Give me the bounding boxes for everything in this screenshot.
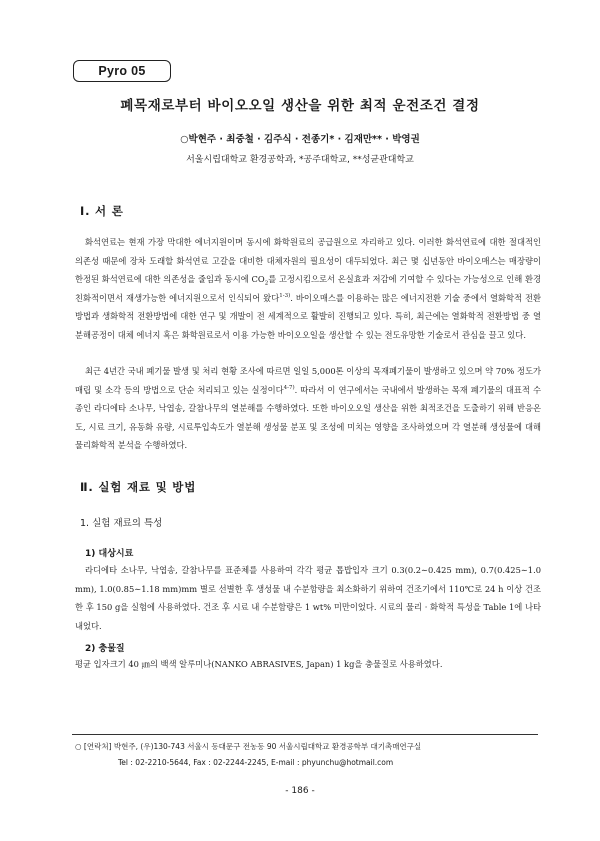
introduction-paragraph-2 bbox=[75, 362, 541, 455]
intro-p2-citation: 4-7) bbox=[283, 384, 295, 391]
intro-p1-text-c: . 바이오매스를 이용하는 많은 에너지전환 기술 중에서 열화학적 전환방법과 생화학적 전환방법에 대한 연구 및 개발이 전 세계적으로 활발히 진행되고 있다. 특히, 최근에는 열화학적 전환방법 중 열분해공정이 대체 에너지 혹은 화학원료로서 이용 가능한 바이오오일을 생산할 수 있는 전도유망한 기술로서 관심을 끌고 있다. bbox=[75, 292, 541, 340]
intro-p1-text-b: 를 고정시킴으로서 온실효과 저감에 기여할 수 있다는 가능성으로 인해 환경친화적이면서 재생가능한 에너지원으로서 인식되어 왔다 bbox=[75, 274, 541, 303]
intro-p2-text-b: . 따라서 이 연구에서는 국내에서 발생하는 목재 폐기물의 대표적 수종인 라디에타 소나무, 낙엽송, 갈참나무의 열분해를 수행하였다. 또한 바이오오일 생산을 위한 최적조건을 도출하기 위해 반응온도, 시료 크기, 유동화 유량, 시료투입속도가 열분해 생성물 분포 및 조성에 미치는 영향을 조사하였으며 각 열분해 생성물에 대해 물리화학적 분석을 수행하였다. bbox=[75, 384, 541, 451]
footnote-contact: ○ [연락처] 박현주, (우)130-743 서울시 동대문구 전농동 90 서울시립대학교 환경공학부 대기촉매연구실 bbox=[75, 742, 422, 751]
intro-p1-citation: 1-3) bbox=[279, 293, 291, 300]
intro-p1-text-a: 화석연료는 현재 가장 막대한 에너지원이며 동시에 화학원료의 공급원으로 자리하고 있다. 이러한 화석연료에 대한 절대적인 의존성 때문에 장차 도래할 화석연료 고갈을 대비한 대체자원의 필요성이 대두되었다. 최근 몇 십년동안 바이오매스는 매장량이 한정된 화석연료에 대한 의존성을 줄임과 동시에 CO bbox=[75, 237, 541, 285]
section-heading-introduction: Ⅰ. 서 론 bbox=[80, 204, 124, 218]
session-label: Pyro 05 bbox=[73, 60, 171, 82]
author-list: ○박현주 · 최중철 · 김주식 · 전종기* · 김재만** · 박영권 bbox=[180, 134, 420, 145]
bed-material-paragraph bbox=[75, 655, 541, 674]
section-heading-methods: Ⅱ. 실험 재료 및 방법 bbox=[80, 480, 197, 494]
intro-p1-subscript: 2 bbox=[264, 280, 269, 287]
footnote-divider bbox=[72, 734, 538, 735]
intro-p2-text-a: 최근 4년간 국내 폐기물 발생 및 처리 현황 조사에 따르면 일일 5,000톤 이상의 목재폐기물이 발생하고 있으며 약 70% 정도가 매립 및 소각 등의 방법으로 단순 처리되고 있는 실정이다 bbox=[75, 366, 541, 395]
subsection-heading-materials: 1. 실험 재료의 특성 bbox=[80, 518, 163, 529]
item-heading-bed-material: 2) 충물질 bbox=[85, 644, 125, 654]
footnote-tel-email: Tel : 02-2210-5644, Fax : 02-2244-2245, E-mail : phyunchu@hotmail.com bbox=[118, 758, 394, 767]
introduction-paragraph-1 bbox=[75, 233, 541, 345]
samples-text: 라디에타 소나무, 낙엽송, 갈참나무를 표준체를 사용하여 각각 평균 톱밥입자 크기 0.3(0.2∼0.425 mm), 0.7(0.425∼1.0 mm), 1.0(0.85∼1.18 mm)mm 별로 선별한 후 생성물 내 수분함량을 최소화하기 위하여 건조기에서 110℃로 24 h 이상 건조한 후 150 g을 실험에 사용하였다. 건조 후 시료 내 수분함량은 1 wt% 미만이었다. 시료의 물리 · 화학적 특성을 Table 1에 나타내었다. bbox=[75, 565, 541, 631]
page-number: - 186 - bbox=[285, 786, 315, 796]
samples-paragraph bbox=[75, 561, 541, 635]
affiliations: 서울시립대학교 환경공학과, *공주대학교, **성균관대학교 bbox=[186, 155, 414, 165]
page-title: 폐목재로부터 바이오오일 생산을 위한 최적 운전조건 결정 bbox=[120, 98, 480, 114]
bed-material-text: 평균 입자크기 40 ㎛의 백색 알루미나(NANKO ABRASIVES, Japan) 1 kg을 충물질로 사용하였다. bbox=[75, 659, 443, 669]
item-heading-samples: 1) 대상시료 bbox=[85, 549, 134, 559]
